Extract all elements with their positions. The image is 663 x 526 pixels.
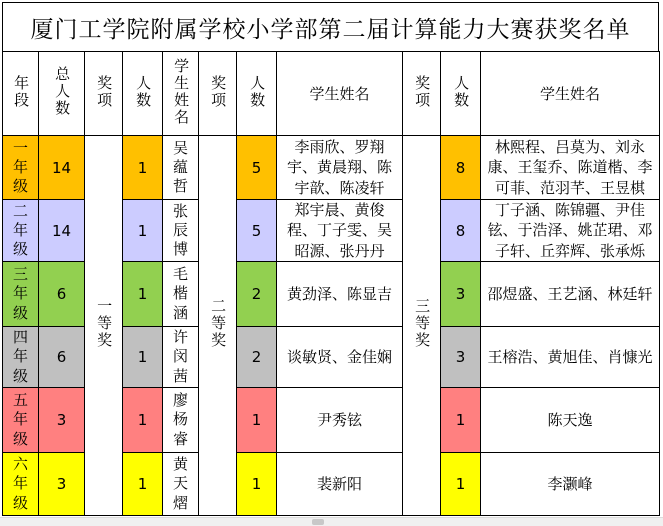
second-count-cell: 2: [237, 327, 277, 388]
first-names-cell: 吴蕴哲: [163, 136, 199, 200]
header-grade: 年段: [3, 52, 39, 136]
first-names-cell: 黄天熠: [163, 453, 199, 516]
first-names-cell: 张辰博: [163, 200, 199, 262]
header-names-second: 学生姓名: [277, 52, 403, 136]
third-count-cell: 8: [441, 200, 481, 262]
header-award-first: 奖项: [85, 52, 123, 136]
first-count-cell: 1: [123, 453, 163, 516]
grade-cell: 六年级: [3, 453, 39, 516]
header-award-second: 奖项: [199, 52, 237, 136]
first-names-cell: 廖杨睿: [163, 388, 199, 453]
grade-cell: 三年级: [3, 262, 39, 327]
second-award-label: 二等奖: [199, 136, 237, 516]
header-total: 总人数: [39, 52, 85, 136]
second-count-cell: 5: [237, 200, 277, 262]
total-cell: 6: [39, 327, 85, 388]
grade-cell: 二年级: [3, 200, 39, 262]
table-row: [3, 136, 660, 200]
total-cell: 3: [39, 388, 85, 453]
total-cell: 3: [39, 453, 85, 516]
third-names-cell: 陈天逸: [481, 388, 660, 453]
first-count-cell: 1: [123, 327, 163, 388]
second-names-cell: 谈敏贤、金佳娴: [277, 327, 403, 388]
second-names-cell: 裴新阳: [277, 453, 403, 516]
grade-cell: 四年级: [3, 327, 39, 388]
third-count-cell: 1: [441, 453, 481, 516]
second-names-cell: 尹秀铉: [277, 388, 403, 453]
award-table: [2, 51, 660, 516]
third-names-cell: 丁子涵、陈锦疆、尹佳铉、于浩泽、姚芷珺、邓子轩、丘弈辉、张承烁: [481, 200, 660, 262]
grade-cell: 五年级: [3, 388, 39, 453]
header-row: [3, 52, 660, 136]
header-count-first: 人数: [123, 52, 163, 136]
second-count-cell: 2: [237, 262, 277, 327]
first-names-cell: 许闵茜: [163, 327, 199, 388]
first-award-label: 一等奖: [85, 136, 123, 516]
third-award-label: 三等奖: [403, 136, 441, 516]
header-award-third: 奖项: [403, 52, 441, 136]
first-count-cell: 1: [123, 136, 163, 200]
total-cell: 14: [39, 136, 85, 200]
header-count-second: 人数: [237, 52, 277, 136]
second-count-cell: 1: [237, 453, 277, 516]
first-count-cell: 1: [123, 388, 163, 453]
header-count-third: 人数: [441, 52, 481, 136]
third-count-cell: 3: [441, 327, 481, 388]
third-names-cell: 邵煜盛、王艺涵、林廷轩: [481, 262, 660, 327]
total-cell: 6: [39, 262, 85, 327]
third-count-cell: 3: [441, 262, 481, 327]
first-count-cell: 1: [123, 200, 163, 262]
first-names-cell: 毛楷涵: [163, 262, 199, 327]
third-count-cell: 1: [441, 388, 481, 453]
header-names-third: 学生姓名: [481, 52, 660, 136]
header-names-first: 学生姓名: [163, 52, 199, 136]
third-count-cell: 8: [441, 136, 481, 200]
second-names-cell: 郑宇晨、黄俊程、丁子雯、吴昭源、张丹丹: [277, 200, 403, 262]
total-cell: 14: [39, 200, 85, 262]
grade-cell: 一年级: [3, 136, 39, 200]
third-names-cell: 林熙程、吕莫为、刘永康、王玺乔、陈道楷、李可菲、范羽芊、王昱棋: [481, 136, 660, 200]
second-names-cell: 黄劲泽、陈显吉: [277, 262, 403, 327]
second-count-cell: 5: [237, 136, 277, 200]
page-title: 厦门工学院附属学校小学部第二届计算能力大赛获奖名单: [2, 2, 659, 52]
third-names-cell: 王榕浩、黄旭佳、肖慷光: [481, 327, 660, 388]
third-names-cell: 李灏峰: [481, 453, 660, 516]
first-count-cell: 1: [123, 262, 163, 327]
scrollbar-thumb[interactable]: [312, 519, 324, 525]
second-count-cell: 1: [237, 388, 277, 453]
second-names-cell: 李雨欣、罗翔宇、黄晨翔、陈宇歆、陈凌轩: [277, 136, 403, 200]
